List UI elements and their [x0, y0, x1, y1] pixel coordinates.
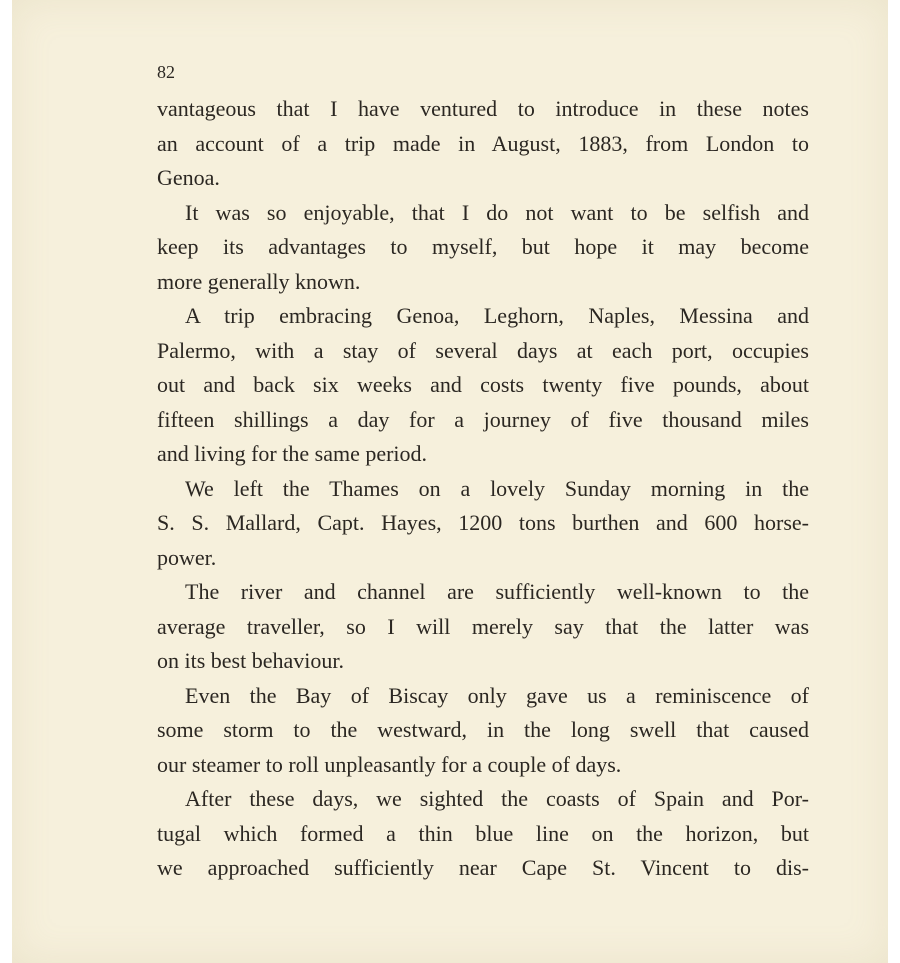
- text-line: power.: [157, 544, 217, 570]
- paragraph-5: [157, 575, 809, 679]
- text-line: tugal which formed a thin blue line on the horizon, but: [157, 820, 809, 846]
- text-line: and living for the same period.: [157, 441, 428, 466]
- text-line: vantageous that I have ventured to introduce in these notes: [157, 96, 809, 121]
- paragraph-2: [157, 196, 809, 300]
- text-line: out and back six weeks and costs twenty five pounds, about: [157, 372, 809, 397]
- paragraph-7: [157, 782, 809, 886]
- text-line: keep its advantages to myself, but hope it may become: [157, 234, 809, 259]
- paragraph-6: [157, 679, 809, 783]
- text-line: our steamer to roll unpleasantly for a couple of days.: [157, 751, 622, 777]
- text-line: It was so enjoyable, that I do not want to be selfish and: [185, 199, 809, 225]
- book-page: [12, 0, 888, 963]
- page-number: 82: [157, 62, 175, 82]
- paragraph-3: [157, 299, 809, 472]
- page-body-text: [157, 92, 809, 886]
- text-line: Genoa.: [157, 165, 220, 190]
- text-line: an account of a trip made in August, 1883, from London to: [157, 130, 809, 156]
- text-line: we approached sufficiently near Cape St. Vincent to dis-: [157, 855, 809, 880]
- text-line: average traveller, so I will merely say that the latter was: [157, 613, 809, 639]
- text-line: Even the Bay of Biscay only gave us a reminiscence of: [185, 682, 809, 708]
- text-line: After these days, we sighted the coasts of Spain and Por-: [185, 786, 809, 811]
- paragraph-4: [157, 472, 809, 576]
- text-line: We left the Thames on a lovely Sunday morning in the: [185, 475, 809, 501]
- text-line: S. S. Mallard, Capt. Hayes, 1200 tons burthen and 600 horse-: [157, 510, 809, 535]
- text-line: The river and channel are sufficiently well-known to the: [185, 579, 809, 604]
- paragraph-1: [157, 92, 809, 196]
- text-line: A trip embracing Genoa, Leghorn, Naples, Messina and: [185, 303, 809, 328]
- text-line: more generally known.: [157, 268, 361, 294]
- text-line: Palermo, with a stay of several days at each port, occupies: [157, 337, 809, 363]
- text-line: on its best behaviour.: [157, 648, 344, 673]
- text-line: fifteen shillings a day for a journey of five thousand miles: [157, 406, 809, 432]
- text-line: some storm to the westward, in the long swell that caused: [157, 717, 809, 742]
